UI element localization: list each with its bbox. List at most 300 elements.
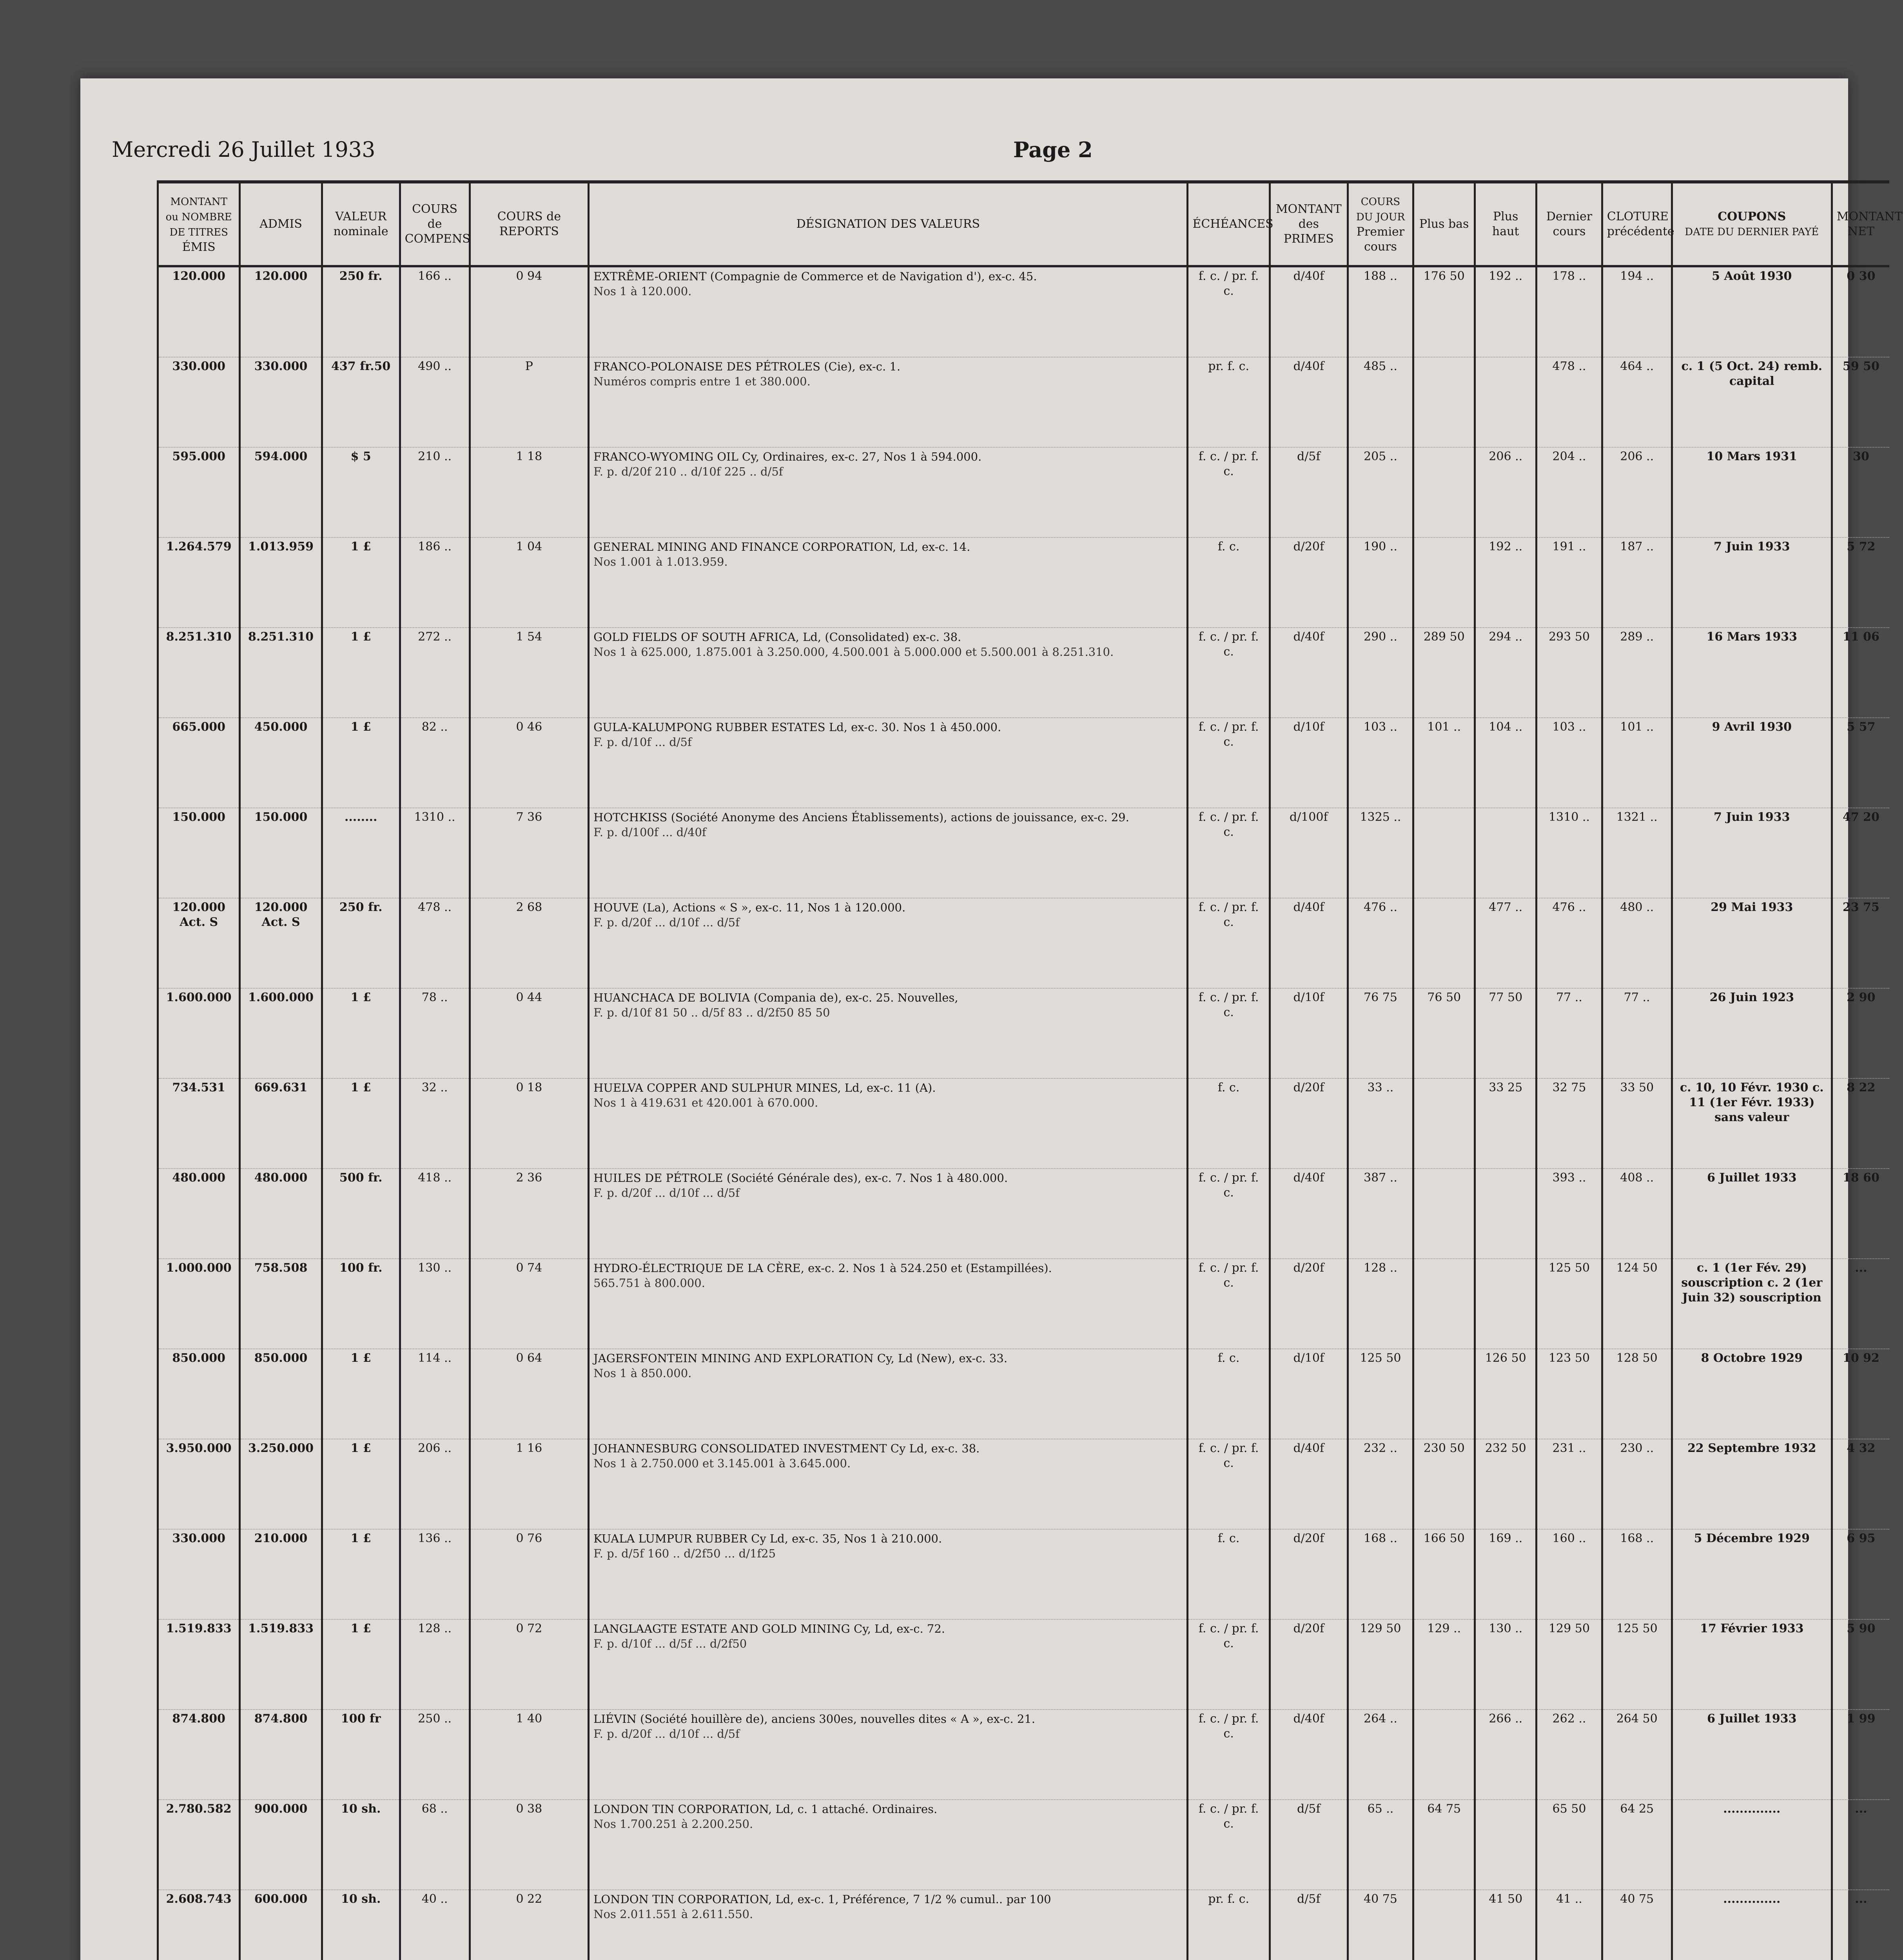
cell-primes: d/10f <box>1270 988 1348 1078</box>
cell-coupon-date: 5 Décembre 1929 <box>1672 1529 1832 1619</box>
cell-primes: d/20f <box>1270 1529 1348 1619</box>
cell-compens: 210 .. <box>400 447 470 537</box>
cell-admis: 874.800 <box>240 1710 322 1800</box>
cell-coupon-net: 11 06 <box>1832 628 1889 718</box>
cell-valeur: 1 £ <box>322 718 400 808</box>
cell-plus-bas <box>1413 1259 1475 1349</box>
security-details: F. p. d/5f 160 .. d/2f50 ... d/1f25 <box>593 1547 776 1560</box>
cell-primes: d/20f <box>1270 1619 1348 1710</box>
col-premier: COURS DU JOUR Premier cours <box>1348 182 1413 266</box>
cell-compens: 128 .. <box>400 1619 470 1710</box>
cell-coupon-date: .............. <box>1672 1890 1832 1960</box>
table-row <box>158 447 1890 537</box>
cell-designation <box>589 1078 1188 1169</box>
cell-compens: 478 .. <box>400 898 470 988</box>
cell-plus-haut: 77 50 <box>1475 988 1537 1078</box>
col-cours-reports: COURS de REPORTS <box>470 182 589 266</box>
cell-cloture: 464 .. <box>1602 357 1672 447</box>
cell-designation <box>589 266 1188 357</box>
cell-primes: d/40f <box>1270 357 1348 447</box>
security-name: HYDRO-ÉLECTRIQUE DE LA CÈRE, ex-c. 2. Nos 1 à 524.250 et (Estampillées). <box>593 1261 1052 1275</box>
cell-valeur: 1 £ <box>322 628 400 718</box>
col-dernier: Dernier cours <box>1537 182 1602 266</box>
cell-reports: 1 54 <box>470 628 589 718</box>
cell-echeances: f. c. / pr. f. c. <box>1188 1169 1270 1259</box>
cell-plus-bas: 64 75 <box>1413 1800 1475 1890</box>
table-row <box>158 1890 1890 1960</box>
cell-premier: 65 .. <box>1348 1800 1413 1890</box>
cell-premier: 232 .. <box>1348 1439 1413 1529</box>
cell-plus-haut: 41 50 <box>1475 1890 1537 1960</box>
cell-echeances: pr. f. c. <box>1188 357 1270 447</box>
cell-coupon-date: c. 1 (1er Fév. 29) souscription c. 2 (1er Juin 32) souscription <box>1672 1259 1832 1349</box>
cell-compens: 136 .. <box>400 1529 470 1619</box>
page-header <box>112 137 1836 165</box>
security-name: LONDON TIN CORPORATION, Ld, ex-c. 1, Préférence, 7 1/2 % cumul.. par 100 <box>593 1893 1051 1906</box>
cell-premier: 290 .. <box>1348 628 1413 718</box>
cell-plus-bas: 230 50 <box>1413 1439 1475 1529</box>
cell-reports: 0 76 <box>470 1529 589 1619</box>
security-details: Nos 1 à 850.000. <box>593 1367 692 1380</box>
cell-emis: 330.000 <box>158 357 240 447</box>
security-name: LANGLAAGTE ESTATE AND GOLD MINING Cy, Ld, ex-c. 72. <box>593 1622 945 1635</box>
security-details: F. p. d/10f ... d/5f ... d/2f50 <box>593 1637 747 1650</box>
cell-plus-haut: 294 .. <box>1475 628 1537 718</box>
col-emis: MONTANT ou NOMBRE DE TITRES ÉMIS <box>158 182 240 266</box>
cell-dernier: 393 .. <box>1537 1169 1602 1259</box>
table-row <box>158 1439 1890 1529</box>
cell-echeances: f. c. / pr. f. c. <box>1188 1439 1270 1529</box>
cell-admis: 1.013.959 <box>240 537 322 628</box>
cell-reports: 1 16 <box>470 1439 589 1529</box>
cell-valeur: 1 £ <box>322 537 400 628</box>
col-plus-bas: Plus bas <box>1413 182 1475 266</box>
col-echeances: ÉCHÉANCES <box>1188 182 1270 266</box>
table-row <box>158 808 1890 898</box>
cell-coupon-date: 22 Septembre 1932 <box>1672 1439 1832 1529</box>
cell-echeances: f. c. / pr. f. c. <box>1188 628 1270 718</box>
cell-compens: 1310 .. <box>400 808 470 898</box>
cell-dernier: 1310 .. <box>1537 808 1602 898</box>
cell-coupon-date: 26 Juin 1923 <box>1672 988 1832 1078</box>
cell-designation <box>589 357 1188 447</box>
cell-compens: 40 .. <box>400 1890 470 1960</box>
cell-echeances: f. c. / pr. f. c. <box>1188 1800 1270 1890</box>
cell-premier: 40 75 <box>1348 1890 1413 1960</box>
cell-coupon-date: 6 Juillet 1933 <box>1672 1710 1832 1800</box>
cell-cloture: 1321 .. <box>1602 808 1672 898</box>
cell-plus-haut <box>1475 357 1537 447</box>
cell-admis: 3.250.000 <box>240 1439 322 1529</box>
cell-designation <box>589 1259 1188 1349</box>
col-coupon-net: MONTANT NET <box>1832 182 1889 266</box>
cell-plus-haut: 104 .. <box>1475 718 1537 808</box>
cell-primes: d/40f <box>1270 266 1348 357</box>
cell-echeances: f. c. <box>1188 1078 1270 1169</box>
cell-cloture: 206 .. <box>1602 447 1672 537</box>
cell-admis: 210.000 <box>240 1529 322 1619</box>
cell-primes: d/100f <box>1270 808 1348 898</box>
cell-plus-haut: 206 .. <box>1475 447 1537 537</box>
col-coupon-date: COUPONS DATE DU DERNIER PAYÉ <box>1672 182 1832 266</box>
cell-dernier: 191 .. <box>1537 537 1602 628</box>
table-row <box>158 537 1890 628</box>
cell-echeances: f. c. <box>1188 537 1270 628</box>
security-name: FRANCO-WYOMING OIL Cy, Ordinaires, ex-c. 27, Nos 1 à 594.000. <box>593 450 982 463</box>
cell-dernier: 41 .. <box>1537 1890 1602 1960</box>
cell-designation <box>589 1710 1188 1800</box>
cell-admis: 758.508 <box>240 1259 322 1349</box>
cell-compens: 114 .. <box>400 1349 470 1439</box>
table-row <box>158 898 1890 988</box>
cell-coupon-date: .............. <box>1672 1800 1832 1890</box>
cell-valeur: 1 £ <box>322 1078 400 1169</box>
security-details: Numéros compris entre 1 et 380.000. <box>593 375 811 388</box>
cell-premier: 76 75 <box>1348 988 1413 1078</box>
cell-primes: d/20f <box>1270 537 1348 628</box>
cell-plus-bas: 176 50 <box>1413 266 1475 357</box>
header-date: Mercredi 26 Juillet 1933 <box>112 137 376 162</box>
cell-echeances: f. c. / pr. f. c. <box>1188 718 1270 808</box>
cell-emis: 2.608.743 <box>158 1890 240 1960</box>
col-valeur: VALEUR nominale <box>322 182 400 266</box>
cell-valeur: $ 5 <box>322 447 400 537</box>
cell-coupon-date: 8 Octobre 1929 <box>1672 1349 1832 1439</box>
cell-premier: 190 .. <box>1348 537 1413 628</box>
cell-dernier: 77 .. <box>1537 988 1602 1078</box>
cell-primes: d/5f <box>1270 1890 1348 1960</box>
cell-compens: 68 .. <box>400 1800 470 1890</box>
cell-plus-bas <box>1413 1169 1475 1259</box>
cell-valeur: 1 £ <box>322 1439 400 1529</box>
table-row <box>158 1078 1890 1169</box>
cell-emis: 665.000 <box>158 718 240 808</box>
cell-designation <box>589 1890 1188 1960</box>
cell-designation <box>589 1619 1188 1710</box>
cell-premier: 168 .. <box>1348 1529 1413 1619</box>
cell-coupon-date: 16 Mars 1933 <box>1672 628 1832 718</box>
cell-reports: 7 36 <box>470 808 589 898</box>
cell-emis: 8.251.310 <box>158 628 240 718</box>
cell-emis: 595.000 <box>158 447 240 537</box>
cell-coupon-net: 8 22 <box>1832 1078 1889 1169</box>
cell-coupon-net: 5 90 <box>1832 1619 1889 1710</box>
cell-coupon-net: 0 30 <box>1832 266 1889 357</box>
cell-cloture: 187 .. <box>1602 537 1672 628</box>
cell-admis: 120.000 Act. S <box>240 898 322 988</box>
col-montant-primes: MONTANT des PRIMES <box>1270 182 1348 266</box>
cell-plus-bas <box>1413 1349 1475 1439</box>
col-cours-compens: COURS de COMPENS <box>400 182 470 266</box>
cell-reports: 0 46 <box>470 718 589 808</box>
table-row <box>158 1349 1890 1439</box>
cell-emis: 150.000 <box>158 808 240 898</box>
cell-dernier: 262 .. <box>1537 1710 1602 1800</box>
cell-compens: 490 .. <box>400 357 470 447</box>
cell-coupon-date: 10 Mars 1931 <box>1672 447 1832 537</box>
table-row <box>158 1619 1890 1710</box>
cell-compens: 418 .. <box>400 1169 470 1259</box>
cell-reports: 0 38 <box>470 1800 589 1890</box>
cell-plus-haut: 192 .. <box>1475 266 1537 357</box>
security-name: KUALA LUMPUR RUBBER Cy Ld, ex-c. 35, Nos 1 à 210.000. <box>593 1532 942 1545</box>
security-details: F. p. d/20f ... d/10f ... d/5f <box>593 916 740 929</box>
cell-valeur: 100 fr. <box>322 1259 400 1349</box>
security-details: Nos 1 à 2.750.000 et 3.145.001 à 3.645.000. <box>593 1457 851 1470</box>
cell-dernier: 204 .. <box>1537 447 1602 537</box>
security-name: GENERAL MINING AND FINANCE CORPORATION, Ld, ex-c. 14. <box>593 540 971 554</box>
cell-emis: 2.780.582 <box>158 1800 240 1890</box>
cell-emis: 120.000 <box>158 266 240 357</box>
cell-designation <box>589 1439 1188 1529</box>
cell-echeances: f. c. / pr. f. c. <box>1188 1259 1270 1349</box>
cell-designation <box>589 808 1188 898</box>
cell-compens: 166 .. <box>400 266 470 357</box>
cell-reports: 0 94 <box>470 266 589 357</box>
cell-designation <box>589 1349 1188 1439</box>
cell-valeur: 250 fr. <box>322 266 400 357</box>
cell-plus-bas: 166 50 <box>1413 1529 1475 1619</box>
security-name: HUANCHACA DE BOLIVIA (Compania de), ex-c. 25. Nouvelles, <box>593 991 958 1004</box>
cell-emis: 1.264.579 <box>158 537 240 628</box>
cell-primes: d/20f <box>1270 1078 1348 1169</box>
cell-cloture: 289 .. <box>1602 628 1672 718</box>
cell-admis: 1.600.000 <box>240 988 322 1078</box>
cell-admis: 1.519.833 <box>240 1619 322 1710</box>
cell-coupon-net: 47 20 <box>1832 808 1889 898</box>
security-name: GULA-KALUMPONG RUBBER ESTATES Ld, ex-c. 30. Nos 1 à 450.000. <box>593 720 1001 734</box>
cell-premier: 129 50 <box>1348 1619 1413 1710</box>
cell-cloture: 40 75 <box>1602 1890 1672 1960</box>
cell-plus-haut: 33 25 <box>1475 1078 1537 1169</box>
cell-coupon-net: 4 32 <box>1832 1439 1889 1529</box>
cell-emis: 850.000 <box>158 1349 240 1439</box>
cell-plus-haut: 266 .. <box>1475 1710 1537 1800</box>
cell-plus-bas: 129 .. <box>1413 1619 1475 1710</box>
cell-coupon-net: 1 99 <box>1832 1710 1889 1800</box>
cell-plus-haut: 477 .. <box>1475 898 1537 988</box>
cell-reports: 0 18 <box>470 1078 589 1169</box>
cell-coupon-net: ... <box>1832 1890 1889 1960</box>
cell-plus-bas: 289 50 <box>1413 628 1475 718</box>
cell-dernier: 478 .. <box>1537 357 1602 447</box>
security-details: F. p. d/100f ... d/40f <box>593 826 706 839</box>
cell-admis: 600.000 <box>240 1890 322 1960</box>
cell-cloture: 101 .. <box>1602 718 1672 808</box>
table-row <box>158 628 1890 718</box>
cell-premier: 188 .. <box>1348 266 1413 357</box>
cell-emis: 1.519.833 <box>158 1619 240 1710</box>
cell-dernier: 32 75 <box>1537 1078 1602 1169</box>
security-details: 565.751 à 800.000. <box>593 1276 705 1290</box>
col-plus-haut: Plus haut <box>1475 182 1537 266</box>
cell-reports: P <box>470 357 589 447</box>
security-details: F. p. d/20f ... d/10f ... d/5f <box>593 1727 740 1740</box>
cell-plus-haut <box>1475 1800 1537 1890</box>
cell-valeur: 100 fr <box>322 1710 400 1800</box>
cell-primes: d/5f <box>1270 447 1348 537</box>
cell-premier: 476 .. <box>1348 898 1413 988</box>
cell-admis: 850.000 <box>240 1349 322 1439</box>
cell-dernier: 231 .. <box>1537 1439 1602 1529</box>
cell-emis: 330.000 <box>158 1529 240 1619</box>
cell-dernier: 129 50 <box>1537 1619 1602 1710</box>
cell-plus-bas <box>1413 898 1475 988</box>
cell-compens: 250 .. <box>400 1710 470 1800</box>
security-name: JAGERSFONTEIN MINING AND EXPLORATION Cy, Ld (New), ex-c. 33. <box>593 1352 1008 1365</box>
cell-reports: 1 40 <box>470 1710 589 1800</box>
cell-cloture: 408 .. <box>1602 1169 1672 1259</box>
cell-cloture: 480 .. <box>1602 898 1672 988</box>
cell-premier: 205 .. <box>1348 447 1413 537</box>
cell-admis: 900.000 <box>240 1800 322 1890</box>
cell-emis: 734.531 <box>158 1078 240 1169</box>
cell-cloture: 128 50 <box>1602 1349 1672 1439</box>
cell-premier: 103 .. <box>1348 718 1413 808</box>
security-name: HOTCHKISS (Société Anonyme des Anciens Établissements), actions de jouissance, ex-c. 29. <box>593 811 1129 824</box>
cell-valeur: ........ <box>322 808 400 898</box>
cell-premier: 264 .. <box>1348 1710 1413 1800</box>
cell-premier: 128 .. <box>1348 1259 1413 1349</box>
col-designation: DÉSIGNATION DES VALEURS <box>589 182 1188 266</box>
cell-coupon-date: c. 1 (5 Oct. 24) remb. capital <box>1672 357 1832 447</box>
cell-compens: 82 .. <box>400 718 470 808</box>
cell-plus-haut: 126 50 <box>1475 1349 1537 1439</box>
cell-primes: d/40f <box>1270 898 1348 988</box>
cell-primes: d/20f <box>1270 1259 1348 1349</box>
cell-dernier: 178 .. <box>1537 266 1602 357</box>
security-name: JOHANNESBURG CONSOLIDATED INVESTMENT Cy Ld, ex-c. 38. <box>593 1442 980 1455</box>
cell-coupon-net: ... <box>1832 1259 1889 1349</box>
quotes-table <box>157 180 1903 1960</box>
cell-designation <box>589 1169 1188 1259</box>
cell-plus-haut: 169 .. <box>1475 1529 1537 1619</box>
cell-coupon-date: 5 Août 1930 <box>1672 266 1832 357</box>
cell-admis: 480.000 <box>240 1169 322 1259</box>
security-name: HUELVA COPPER AND SULPHUR MINES, Ld, ex-c. 11 (A). <box>593 1081 936 1094</box>
cell-valeur: 1 £ <box>322 1529 400 1619</box>
table-row <box>158 1800 1890 1890</box>
cell-compens: 272 .. <box>400 628 470 718</box>
cell-reports: 1 04 <box>470 537 589 628</box>
cell-coupon-net: 6 95 <box>1832 1529 1889 1619</box>
cell-coupon-date: 17 Février 1933 <box>1672 1619 1832 1710</box>
cell-plus-bas <box>1413 1890 1475 1960</box>
cell-coupon-net: 23 75 <box>1832 898 1889 988</box>
cell-reports: 0 22 <box>470 1890 589 1960</box>
security-details: Nos 1 à 625.000, 1.875.001 à 3.250.000, 4.500.001 à 5.000.000 et 5.500.001 à 8.251.310. <box>593 645 1114 659</box>
cell-cloture: 264 50 <box>1602 1710 1672 1800</box>
cell-coupon-net: 30 <box>1832 447 1889 537</box>
cell-coupon-date: 6 Juillet 1933 <box>1672 1169 1832 1259</box>
cell-echeances: f. c. <box>1188 1529 1270 1619</box>
security-details: F. p. d/10f ... d/5f <box>593 735 692 749</box>
cell-valeur: 10 sh. <box>322 1890 400 1960</box>
cell-premier: 387 .. <box>1348 1169 1413 1259</box>
col-cloture: CLOTURE précédente <box>1602 182 1672 266</box>
cell-coupon-net: 18 60 <box>1832 1169 1889 1259</box>
security-name: LONDON TIN CORPORATION, Ld, c. 1 attaché. Ordinaires. <box>593 1802 938 1816</box>
cell-reports: 0 64 <box>470 1349 589 1439</box>
cell-valeur: 10 sh. <box>322 1800 400 1890</box>
cell-cloture: 77 .. <box>1602 988 1672 1078</box>
cell-admis: 594.000 <box>240 447 322 537</box>
cell-cloture: 230 .. <box>1602 1439 1672 1529</box>
cell-dernier: 123 50 <box>1537 1349 1602 1439</box>
table-row <box>158 1169 1890 1259</box>
cell-plus-bas <box>1413 808 1475 898</box>
cell-echeances: f. c. <box>1188 1349 1270 1439</box>
security-details: F. p. d/10f 81 50 .. d/5f 83 .. d/2f50 85 50 <box>593 1006 830 1019</box>
table-row <box>158 718 1890 808</box>
cell-plus-bas: 101 .. <box>1413 718 1475 808</box>
cell-echeances: f. c. / pr. f. c. <box>1188 266 1270 357</box>
cell-cloture: 64 25 <box>1602 1800 1672 1890</box>
cell-reports: 0 74 <box>470 1259 589 1349</box>
table-row <box>158 357 1890 447</box>
cell-valeur: 250 fr. <box>322 898 400 988</box>
cell-plus-bas <box>1413 1078 1475 1169</box>
cell-reports: 1 18 <box>470 447 589 537</box>
security-details: Nos 1 à 120.000. <box>593 285 692 298</box>
cell-primes: d/40f <box>1270 1169 1348 1259</box>
cell-plus-haut: 130 .. <box>1475 1619 1537 1710</box>
cell-echeances: f. c. / pr. f. c. <box>1188 1619 1270 1710</box>
security-details: Nos 1.001 à 1.013.959. <box>593 555 728 568</box>
cell-dernier: 125 50 <box>1537 1259 1602 1349</box>
cell-coupon-net: ... <box>1832 1800 1889 1890</box>
cell-designation <box>589 447 1188 537</box>
cell-valeur: 500 fr. <box>322 1169 400 1259</box>
cell-reports: 2 68 <box>470 898 589 988</box>
cell-plus-haut: 232 50 <box>1475 1439 1537 1529</box>
cell-valeur: 1 £ <box>322 988 400 1078</box>
cell-plus-bas <box>1413 357 1475 447</box>
cell-primes: d/10f <box>1270 718 1348 808</box>
security-details: Nos 1.700.251 à 2.200.250. <box>593 1817 753 1831</box>
cell-designation <box>589 898 1188 988</box>
cell-echeances: f. c. / pr. f. c. <box>1188 898 1270 988</box>
cell-cloture: 168 .. <box>1602 1529 1672 1619</box>
cell-compens: 206 .. <box>400 1439 470 1529</box>
cell-emis: 480.000 <box>158 1169 240 1259</box>
cell-designation <box>589 537 1188 628</box>
col-admis: ADMIS <box>240 182 322 266</box>
cell-compens: 78 .. <box>400 988 470 1078</box>
security-details: Nos 1 à 419.631 et 420.001 à 670.000. <box>593 1096 818 1109</box>
cell-valeur: 1 £ <box>322 1349 400 1439</box>
cell-coupon-net: 2 90 <box>1832 988 1889 1078</box>
cell-coupon-net: 10 92 <box>1832 1349 1889 1439</box>
table-row <box>158 988 1890 1078</box>
cell-reports: 0 44 <box>470 988 589 1078</box>
cell-emis: 874.800 <box>158 1710 240 1800</box>
cell-dernier: 103 .. <box>1537 718 1602 808</box>
cell-echeances: f. c. / pr. f. c. <box>1188 1710 1270 1800</box>
cell-valeur: 1 £ <box>322 1619 400 1710</box>
cell-plus-haut <box>1475 808 1537 898</box>
cell-reports: 0 72 <box>470 1619 589 1710</box>
security-name: HUILES DE PÉTROLE (Société Générale des), ex-c. 7. Nos 1 à 480.000. <box>593 1171 1008 1185</box>
cell-coupon-date: 7 Juin 1933 <box>1672 537 1832 628</box>
cell-emis: 120.000 Act. S <box>158 898 240 988</box>
cell-admis: 8.251.310 <box>240 628 322 718</box>
table-header-row <box>158 182 1890 266</box>
cell-premier: 1325 .. <box>1348 808 1413 898</box>
cell-coupon-date: 9 Avril 1930 <box>1672 718 1832 808</box>
cell-cloture: 194 .. <box>1602 266 1672 357</box>
cell-admis: 450.000 <box>240 718 322 808</box>
